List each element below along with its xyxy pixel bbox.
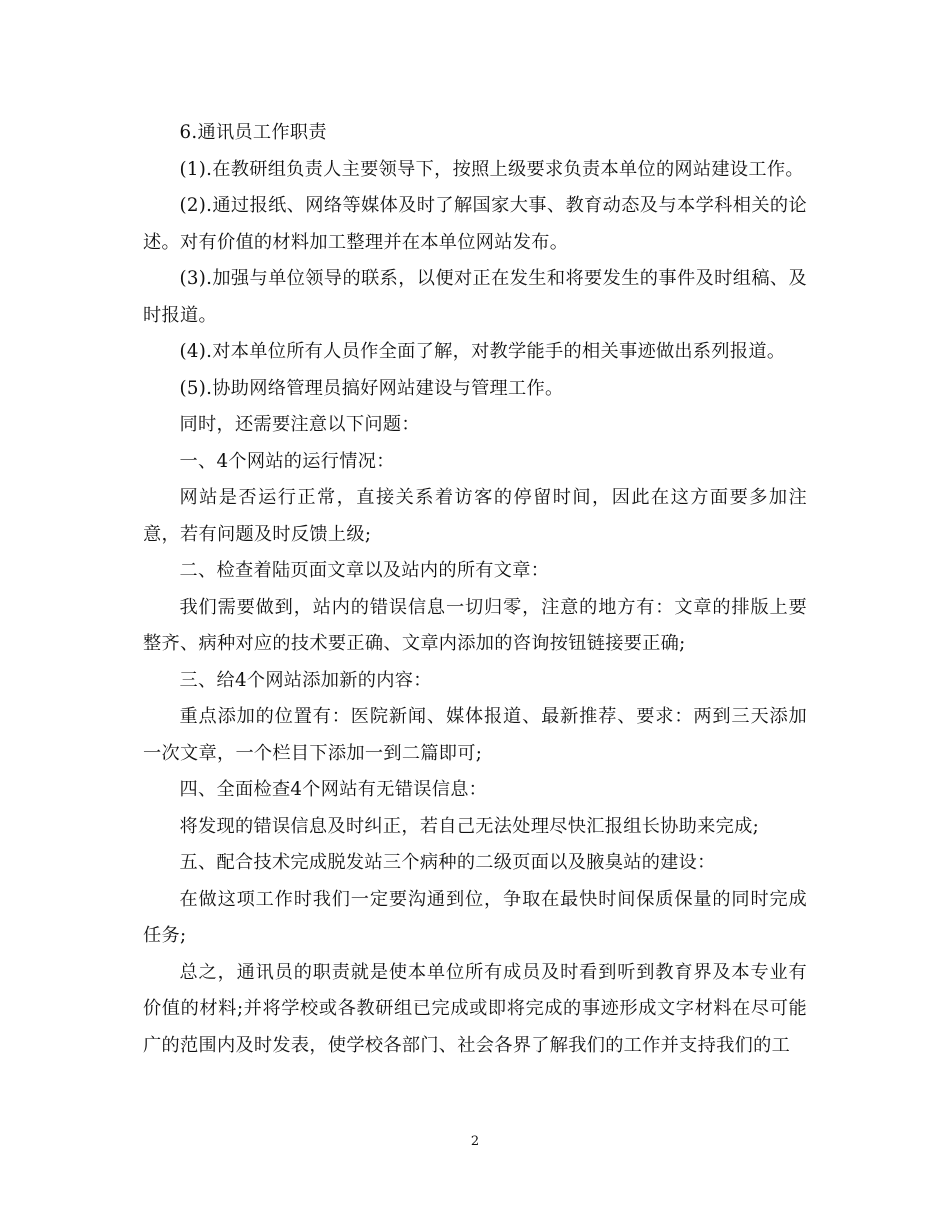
issue-heading-5: 五、配合技术完成脱发站三个病种的二级页面以及腋臭站的建设：: [179, 852, 716, 873]
issue-body-4: 将发现的错误信息及时纠正，若自己无法处理尽快汇报组长协助来完成;: [179, 815, 760, 837]
page-number: 2: [470, 1134, 480, 1149]
issue-body-5: 在做这项工作时我们一定要沟通到位，争取在最快时间保质保量的同时完成任务;: [143, 888, 807, 946]
issue-heading-4: 四、全面检查4个网站有无错误信息：: [179, 779, 488, 800]
issue-body-2: 我们需要做到，站内的错误信息一切归零，注意的地方有：文章的排版上要整齐、病种对应的技术要正确、文章内添加的咨询按钮链接要正确;: [143, 596, 807, 654]
issue-heading-1: 一、4个网站的运行情况：: [179, 450, 395, 472]
issue-body-3: 重点添加的位置有：医院新闻、媒体报道、最新推荐、要求：两到三天添加一次文章，一个栏目下添加一到二篇即可;: [143, 706, 807, 764]
duty-item-4: (4).对本单位所有人员作全面了解，对教学能手的相关事迹做出系列报道。: [179, 341, 786, 362]
document-body: [143, 115, 807, 1064]
duty-item-1: (1).在教研组负责人主要领导下，按照上级要求负责本单位的网站建设工作。: [179, 158, 804, 180]
issue-heading-2: 二、检查着陆页面文章以及站内的所有文章：: [179, 560, 550, 581]
duty-item-3: (3).加强与单位领导的联系，以便对正在发生和将要发生的事件及时组稿、及时报道。: [143, 268, 807, 326]
section-heading: 6.通讯员工作职责: [179, 122, 327, 143]
issue-heading-3: 三、给4个网站添加新的内容：: [179, 669, 432, 691]
duty-item-2: (2).通过报纸、网络等媒体及时了解国家大事、教育动态及与本学科相关的论述。对有价值的材料加工整理并在本单位网站发布。: [143, 195, 807, 253]
summary-paragraph: 总之，通讯员的职责就是使本单位所有成员及时看到听到教育界及本专业有价值的材料;并将学校或各教研组已完成或即将完成的事迹形成文字材料在尽可能广的范围内及时发表，使学校各部门、社会各界了解我们的工作并支持我们的工: [143, 961, 807, 1056]
duty-item-5: (5).协助网络管理员搞好网站建设与管理工作。: [179, 377, 564, 399]
notes-intro: 同时，还需要注意以下问题：: [179, 414, 420, 435]
issue-body-1: 网站是否运行正常，直接关系着访客的停留时间，因此在这方面要多加注意，若有问题及时反馈上级;: [143, 487, 807, 545]
